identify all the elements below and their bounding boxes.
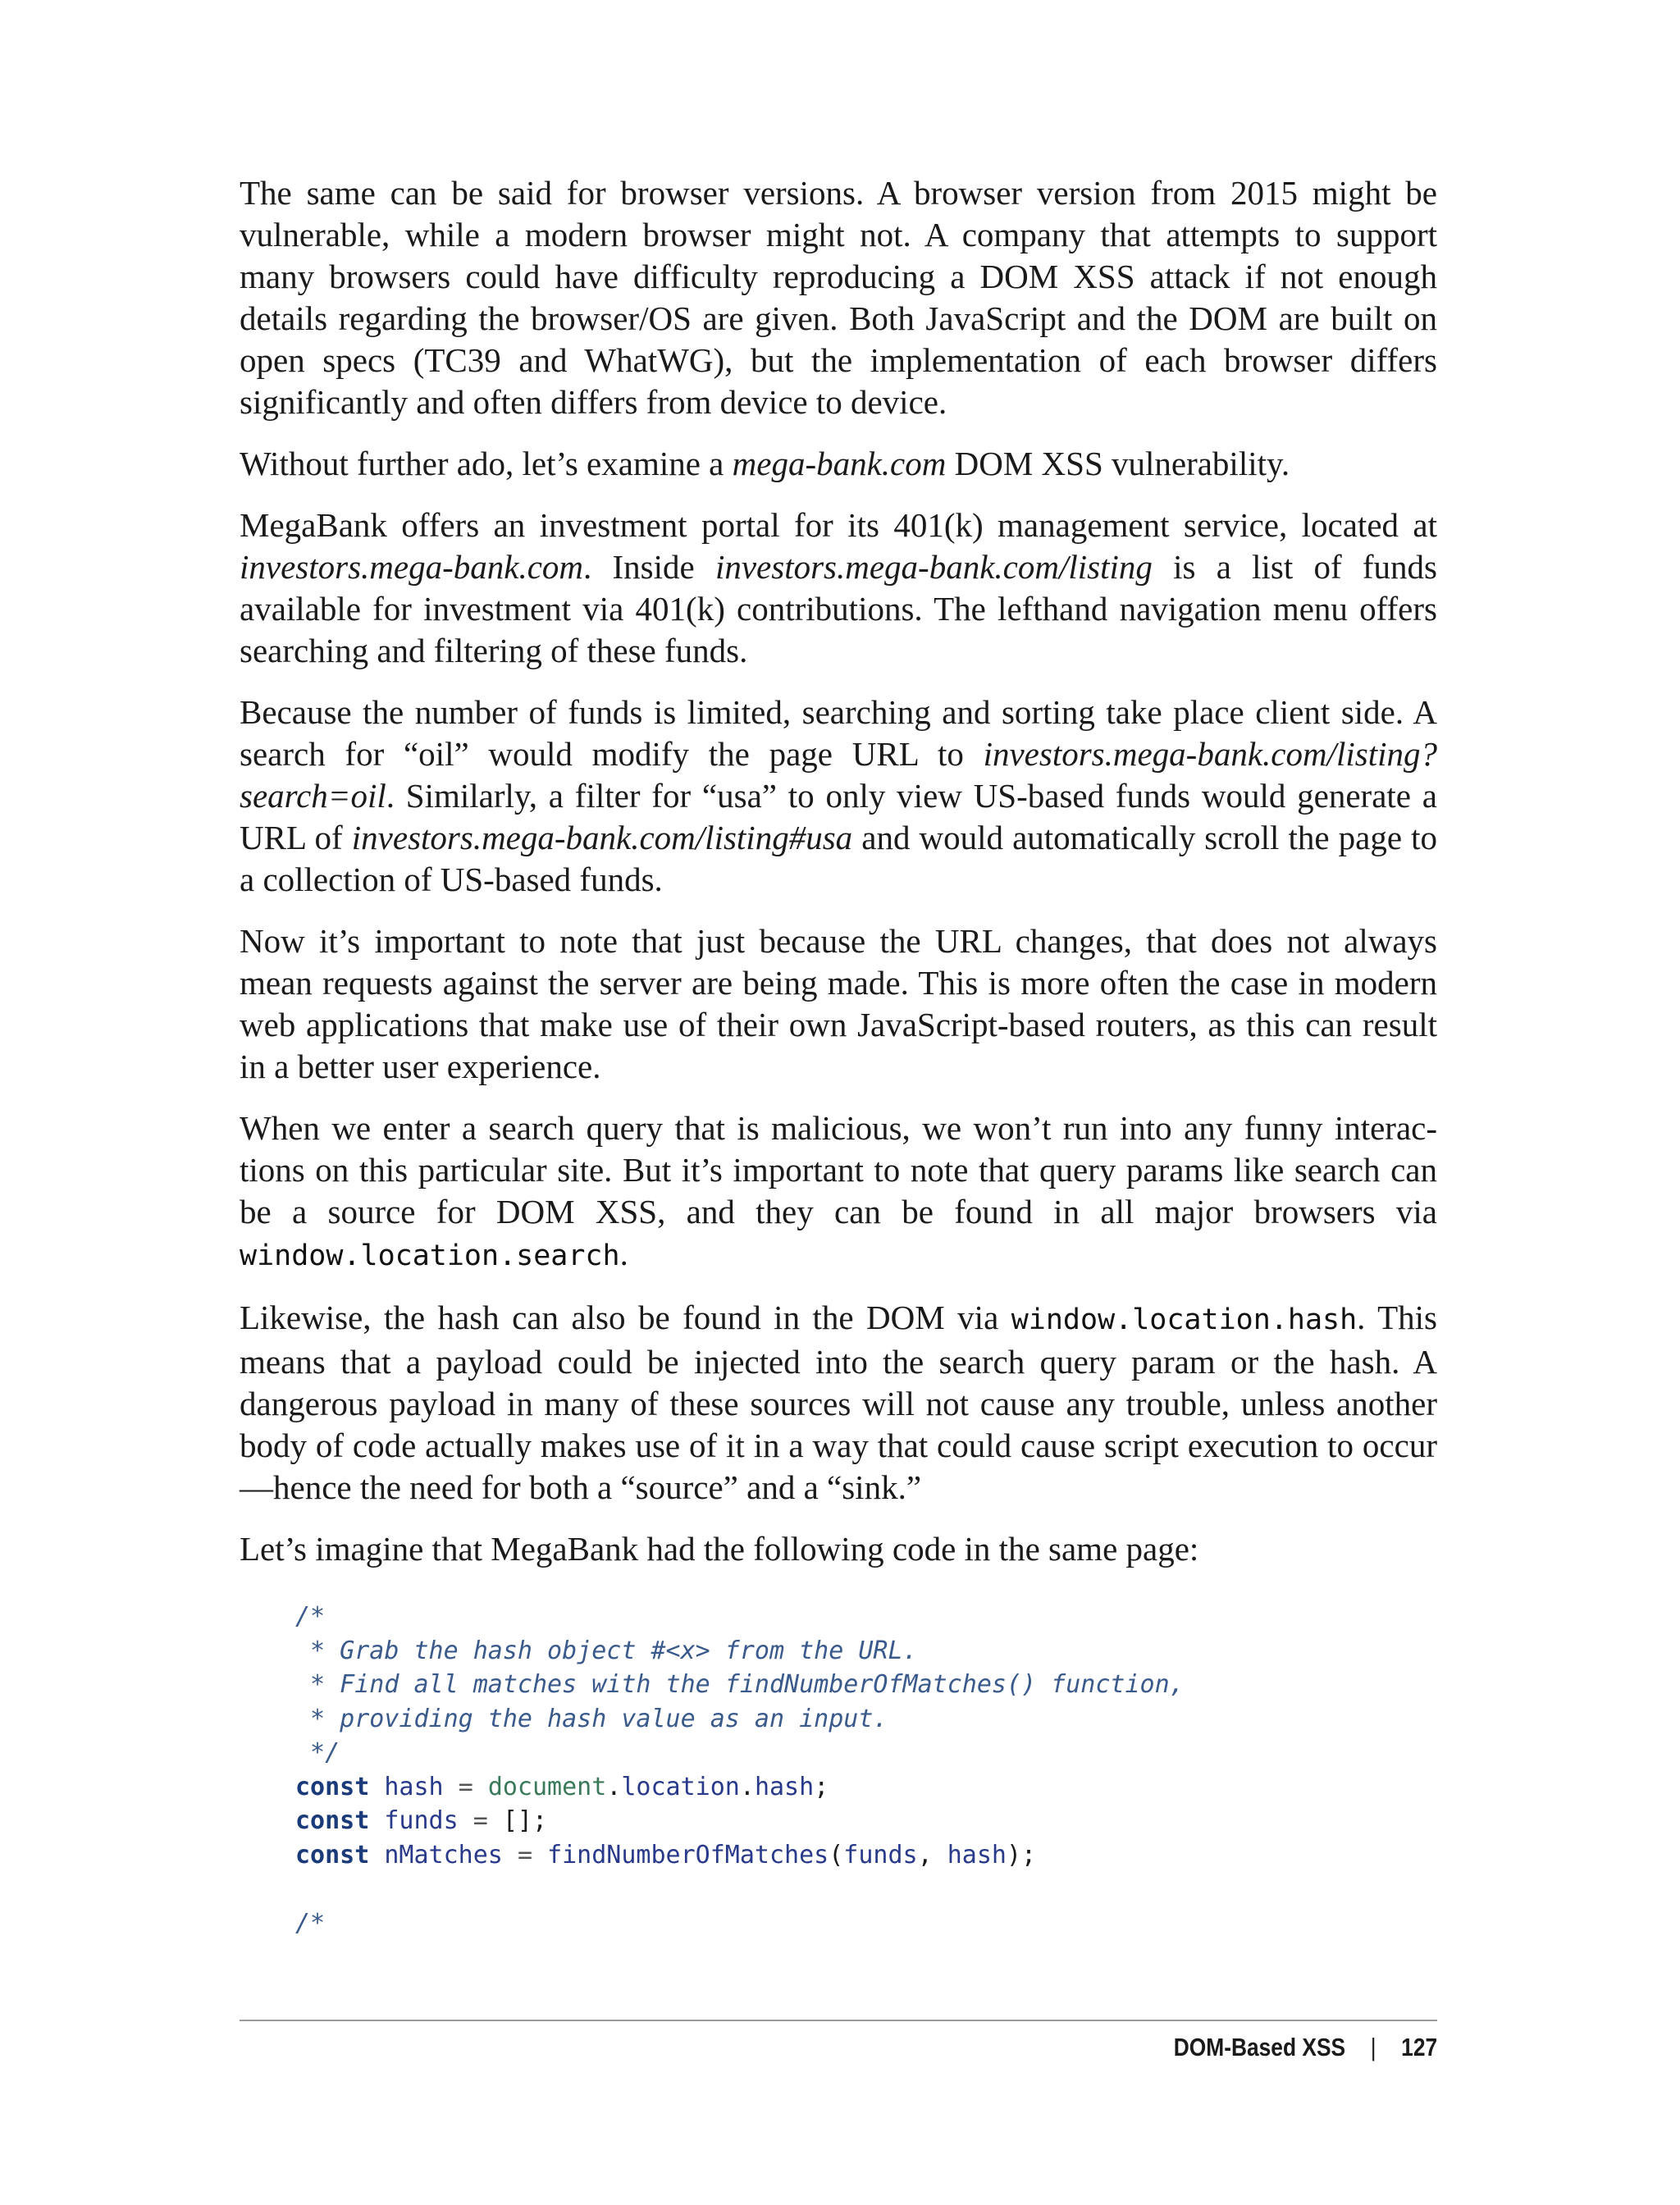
- code-property: location: [621, 1772, 740, 1801]
- inline-code-location-search: window.location.search: [240, 1239, 620, 1272]
- footer-separator: |: [1370, 2033, 1376, 2061]
- code-block: [295, 1600, 1437, 1940]
- code-punct: ;: [1021, 1840, 1037, 1869]
- text: . Similarly, a filter for “usa” to only view US-based funds would generate a URL of: [240, 777, 1437, 856]
- code-operator: =: [458, 1772, 473, 1801]
- paragraph-url-changes: Now it’s important to note that just because the URL changes, that does not always mean requests against the server are being made. This is more often the case in modern web applications that make use of their own JavaScript-based routers, as this can result in a better user experience.: [240, 922, 1437, 1085]
- text: When we enter a search query that is malicious, we won’t run into any funny interactions on this particular site. But it’s important to note that query params like search can be a source for DOM XSS, and they can be found in all major browsers via: [240, 1109, 1437, 1230]
- code-identifier: nMatches: [384, 1840, 503, 1869]
- paragraph-investment-portal: [240, 504, 1437, 672]
- url-listing-usa: investors.mega-bank.com/listing#usa: [351, 819, 853, 856]
- footer-section-title: DOM-Based XSS: [1173, 2033, 1345, 2061]
- text: and would automatically scroll the page to a collection of US-based funds.: [240, 819, 1437, 898]
- code-comment: /*: [295, 1908, 326, 1938]
- paragraph-client-side-search: [240, 692, 1437, 901]
- code-operator: =: [517, 1840, 532, 1869]
- code-keyword: const: [295, 1840, 370, 1869]
- code-identifier: hash: [384, 1772, 444, 1801]
- footer-page-number: 127: [1401, 2033, 1437, 2061]
- page-body: [240, 172, 1437, 1940]
- code-punct: .: [739, 1772, 755, 1801]
- footer-rule: [240, 2020, 1437, 2021]
- code-identifier: hash: [947, 1840, 1007, 1869]
- paragraph-without-further-ado: [240, 443, 1437, 485]
- code-property: hash: [754, 1772, 815, 1801]
- code-identifier: funds: [843, 1840, 918, 1869]
- code-comment: */: [295, 1738, 340, 1767]
- page-footer: [1174, 2033, 1437, 2062]
- code-operator: =: [472, 1806, 488, 1835]
- text: . This means that a payload could be injected into the search query param or the hash. A dangerous payload in many of these sources will not cause any trouble, unless another body of code actually makes use of it in a way that could cause script execution to occur—hence the need for both a “source” and a “sink.”: [240, 1299, 1438, 1506]
- url-search-oil: investors.mega-bank.com/listing?search=oil: [240, 735, 1437, 815]
- url-listing: investors.mega-bank.com/listing: [714, 548, 1153, 586]
- code-keyword: const: [295, 1806, 370, 1835]
- text: DOM XSS vulnerability.: [946, 445, 1290, 482]
- text: Without further ado, let’s examine a: [240, 445, 733, 482]
- code-identifier: funds: [384, 1806, 459, 1835]
- domain-investors: investors.mega-bank.com: [240, 548, 584, 586]
- code-punct: ;: [532, 1806, 548, 1835]
- text: .: [619, 1235, 628, 1272]
- paragraph-hash: [240, 1297, 1437, 1509]
- code-keyword: const: [295, 1772, 370, 1801]
- code-comment: /*: [295, 1602, 326, 1631]
- domain-mega-bank: mega-bank.com: [732, 445, 947, 482]
- code-comment: * Find all matches with the findNumberOfMatches() function,: [295, 1670, 1185, 1699]
- code-comment: * Grab the hash object #<x> from the URL.: [295, 1636, 918, 1665]
- paragraph-imagine-code: Let’s imagine that MegaBank had the following code in the same page:: [240, 1530, 1199, 1568]
- text: is a list of funds available for investment via 401(k) contributions. The lefthand navigation menu offers searching and filtering of these funds.: [240, 548, 1438, 669]
- code-punct: ;: [814, 1772, 829, 1801]
- code-function: findNumberOfMatches: [547, 1840, 829, 1869]
- text: . Inside: [583, 548, 715, 586]
- code-comment: * providing the hash value as an input.: [295, 1704, 888, 1733]
- paragraph-browser-versions: The same can be said for browser versions. A browser version from 2015 might be vulnerable, while a modern browser might not. A company that attempts to support many browsers could have difficulty reproducing a DOM XSS attack if not enough details regarding the browser/OS are given. Both JavaScript and the DOM are built on open specs (TC39 and WhatWG), but the implementation of each browser differs significantly and often differs from device to device.: [240, 174, 1437, 421]
- text: Because the number of funds is limited, searching and sorting take place client side. A search for “oil” would modify the page URL to: [240, 693, 1437, 773]
- code-punct: .: [606, 1772, 622, 1801]
- code-punct: ,: [917, 1840, 947, 1869]
- text: MegaBank offers an investment portal for its 401(k) management service, located at: [240, 506, 1437, 544]
- text: Likewise, the hash can also be found in the DOM via: [240, 1299, 1011, 1336]
- code-punct: ): [1006, 1840, 1022, 1869]
- code-punct: []: [502, 1806, 532, 1835]
- paragraph-search-query: [240, 1107, 1437, 1277]
- inline-code-location-hash: window.location.hash: [1011, 1303, 1358, 1336]
- code-object: document: [487, 1772, 607, 1801]
- code-punct: (: [829, 1840, 844, 1869]
